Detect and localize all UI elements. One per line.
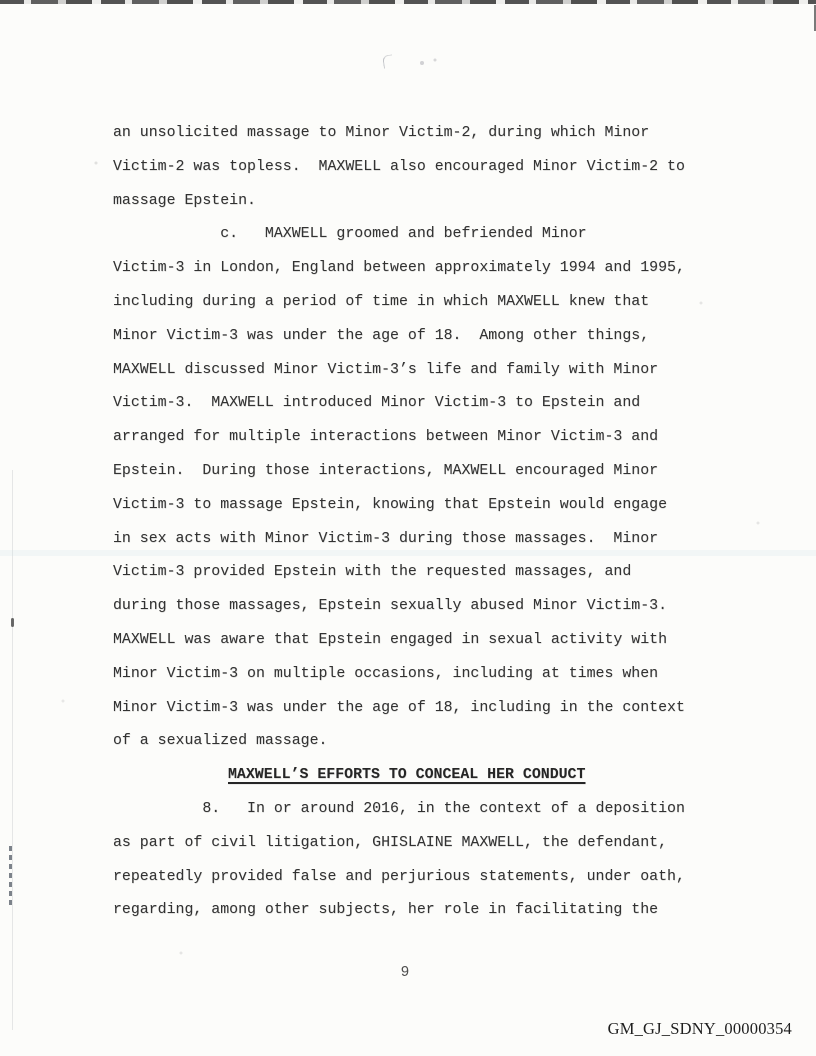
document-line: Victim-3 in London, England between approximately 1994 and 1995, [113, 260, 685, 277]
scan-curve-smudge-artifact [382, 54, 394, 68]
scan-left-dashes-artifact [9, 846, 12, 906]
scan-specks-artifact [0, 0, 2, 2]
section-heading [113, 759, 685, 793]
document-line: Victim-3 provided Epstein with the requested massages, and [113, 564, 632, 581]
document-line: of a sexualized massage. [113, 733, 328, 750]
document-line: MAXWELL was aware that Epstein engaged in sexual activity with [113, 631, 668, 648]
scan-top-edge-artifact [0, 0, 816, 4]
document-line: c. MAXWELL groomed and befriended Minor [113, 226, 587, 243]
document-line: MAXWELL discussed Minor Victim-3’s life and family with Minor [113, 361, 659, 378]
bates-number: GM_GJ_SDNY_00000354 [607, 1019, 792, 1038]
document-line: Victim-3 to massage Epstein, knowing that Epstein would engage [113, 496, 668, 513]
document-line: Minor Victim-3 on multiple occasions, including at times when [113, 665, 659, 682]
document-line: as part of civil litigation, GHISLAINE MAXWELL, the defendant, [113, 834, 668, 851]
page-number: 9 [400, 965, 410, 981]
document-line: an unsolicited massage to Minor Victim-2, during which Minor [113, 125, 650, 141]
document-line: massage Epstein. [113, 192, 256, 209]
document-line: 8. In or around 2016, in the context of a deposition [113, 800, 685, 817]
document-line: regarding, among other subjects, her role in facilitating the [113, 902, 659, 919]
document-body [113, 117, 685, 928]
document-line: Victim-2 was topless. MAXWELL also encouraged Minor Victim-2 to [113, 158, 685, 175]
document-line: Minor Victim-3 was under the age of 18, including in the context [113, 699, 685, 716]
scan-smudge-artifact [11, 618, 14, 627]
document-line: during those massages, Epstein sexually abused Minor Victim-3. [113, 598, 668, 615]
section-heading-text: MAXWELL’S EFFORTS TO CONCEAL HER CONDUCT [228, 767, 586, 784]
document-line: in sex acts with Minor Victim-3 during those massages. Minor [113, 530, 659, 547]
document-line: Epstein. During those interactions, MAXWELL encouraged Minor [113, 462, 659, 479]
document-line: Victim-3. MAXWELL introduced Minor Victim-3 to Epstein and [113, 395, 641, 412]
document-line: repeatedly provided false and perjurious statements, under oath, [113, 868, 685, 885]
document-line: arranged for multiple interactions between Minor Victim-3 and [113, 429, 659, 446]
document-line: Minor Victim-3 was under the age of 18. Among other things, [113, 327, 650, 344]
document-line: including during a period of time in which MAXWELL knew that [113, 293, 650, 310]
